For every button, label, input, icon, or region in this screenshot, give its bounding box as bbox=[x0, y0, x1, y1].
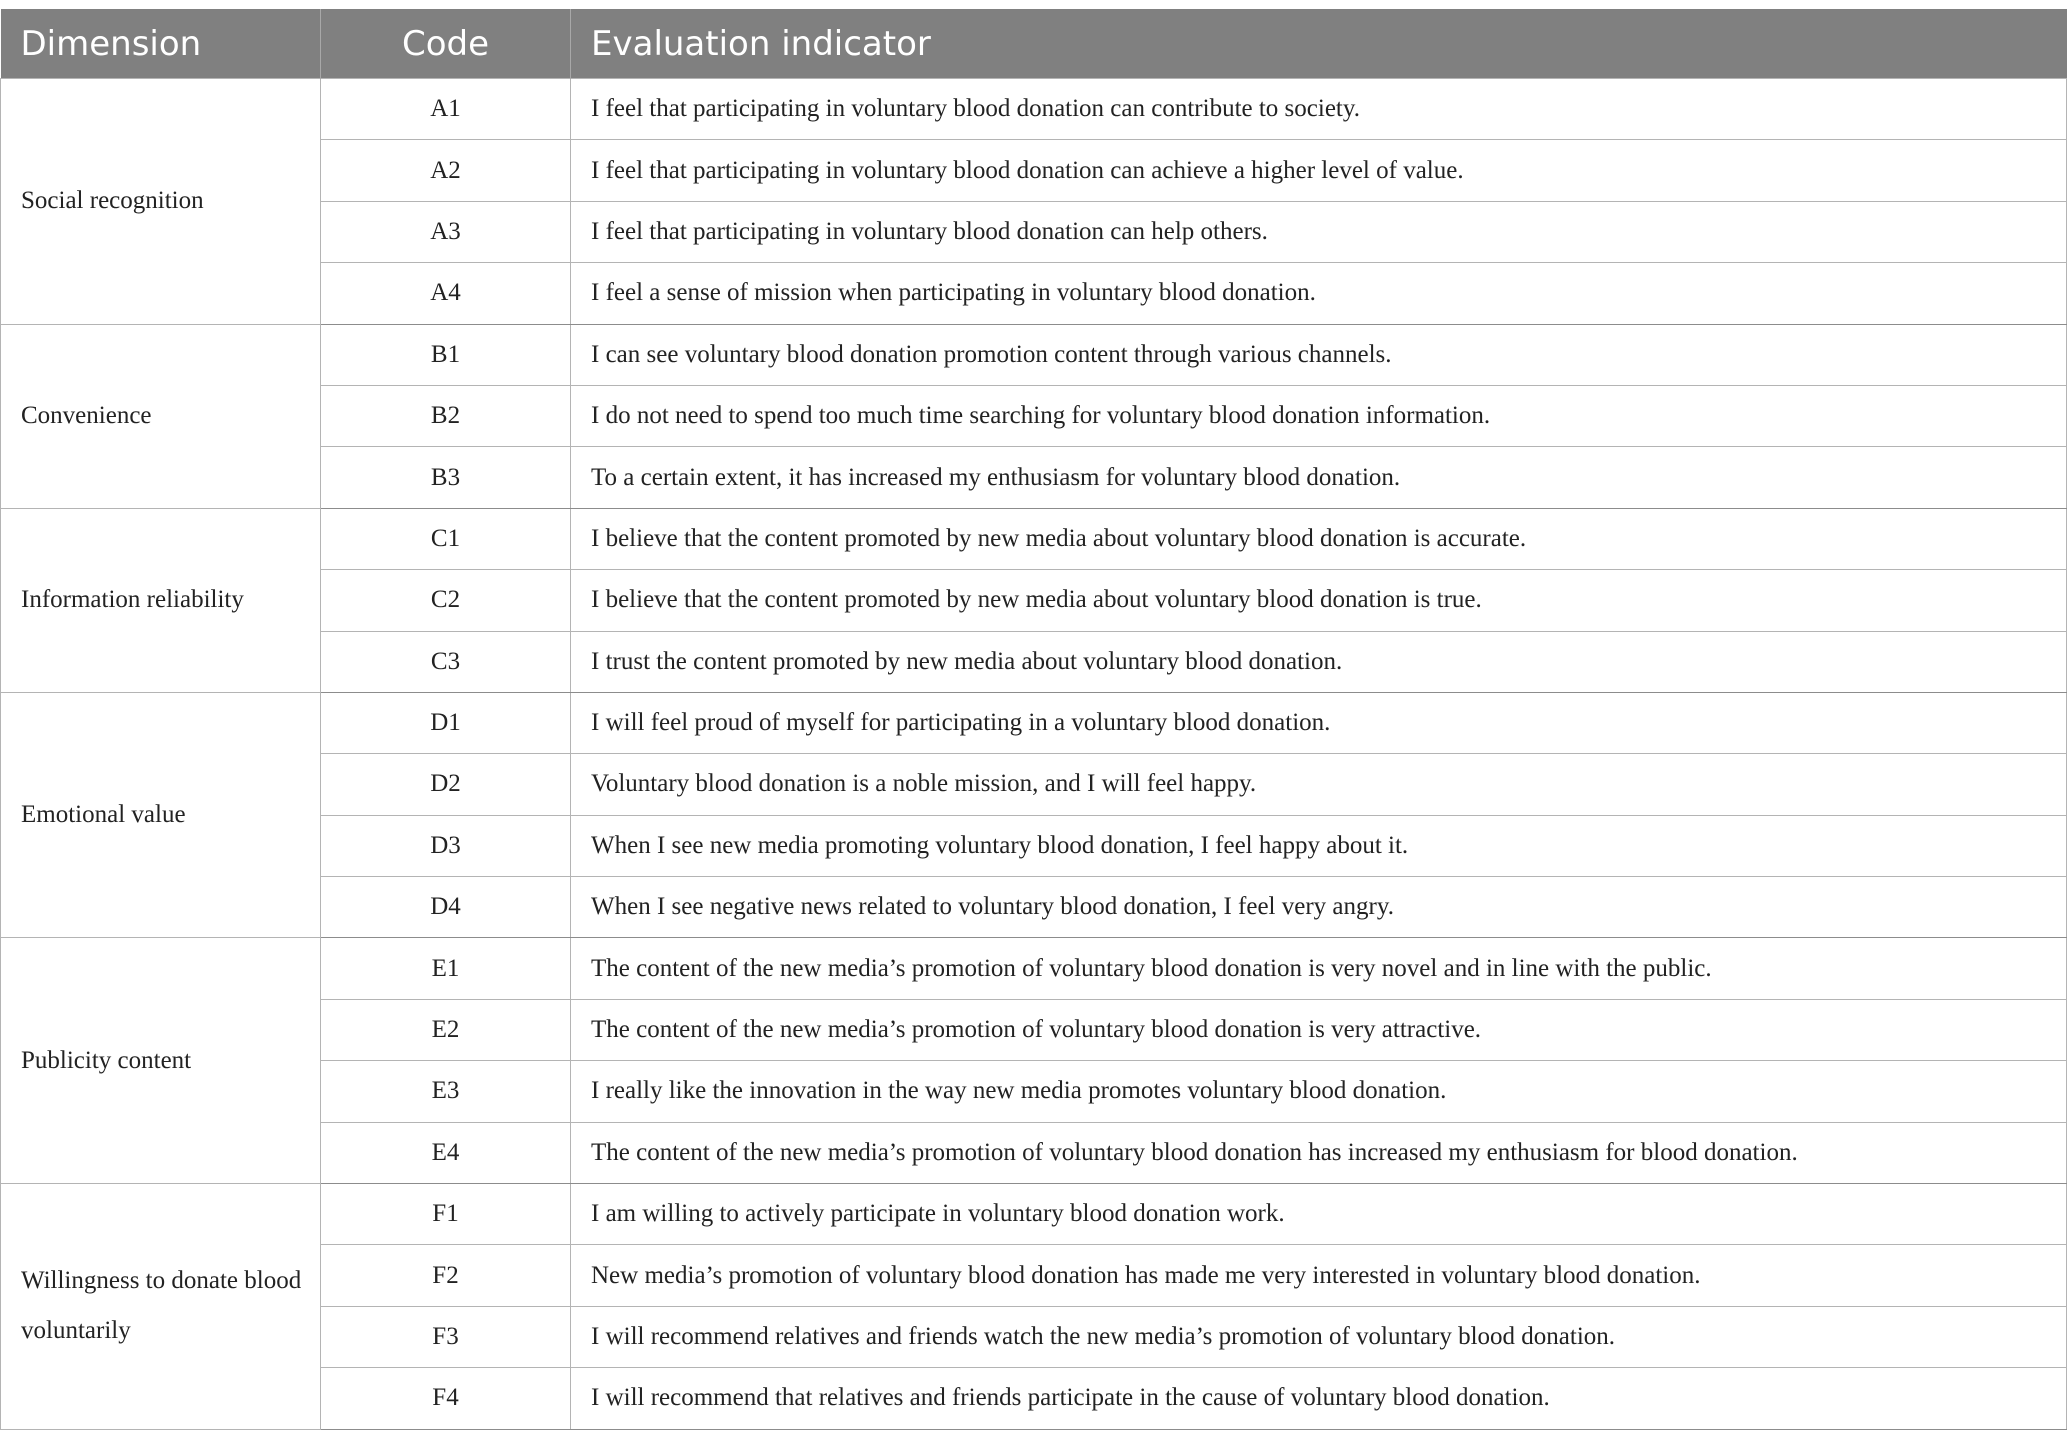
indicator-cell: I believe that the content promoted by new media about voluntary blood donation is true. bbox=[571, 570, 2067, 631]
indicator-cell: Voluntary blood donation is a noble mission, and I will feel happy. bbox=[571, 754, 2067, 815]
indicator-cell: I really like the innovation in the way new media promotes voluntary blood donation. bbox=[571, 1061, 2067, 1122]
code-cell: A2 bbox=[321, 140, 571, 201]
indicator-cell: When I see negative news related to voluntary blood donation, I feel very angry. bbox=[571, 877, 2067, 938]
dimension-cell: Social recognition bbox=[1, 79, 321, 325]
code-cell: D2 bbox=[321, 754, 571, 815]
code-cell: C2 bbox=[321, 570, 571, 631]
evaluation-indicator-table bbox=[0, 9, 2067, 1430]
table-row bbox=[1, 692, 2067, 753]
header-code: Code bbox=[321, 9, 571, 79]
table-row bbox=[1, 324, 2067, 385]
indicator-cell: I will feel proud of myself for participating in a voluntary blood donation. bbox=[571, 692, 2067, 753]
code-cell: A4 bbox=[321, 263, 571, 324]
code-cell: C1 bbox=[321, 508, 571, 569]
dimension-cell: Convenience bbox=[1, 324, 321, 508]
table-row bbox=[1, 938, 2067, 999]
indicator-cell: I will recommend that relatives and friends participate in the cause of voluntary blood donation. bbox=[571, 1368, 2067, 1429]
indicator-cell: I will recommend relatives and friends watch the new media’s promotion of voluntary blood donation. bbox=[571, 1306, 2067, 1367]
code-cell: B1 bbox=[321, 324, 571, 385]
code-cell: D4 bbox=[321, 877, 571, 938]
header-row bbox=[1, 9, 2067, 79]
indicator-cell: I feel that participating in voluntary blood donation can contribute to society. bbox=[571, 79, 2067, 140]
indicator-cell: I feel that participating in voluntary blood donation can achieve a higher level of value. bbox=[571, 140, 2067, 201]
indicator-cell: I feel that participating in voluntary blood donation can help others. bbox=[571, 201, 2067, 262]
indicator-cell: I am willing to actively participate in voluntary blood donation work. bbox=[571, 1184, 2067, 1245]
code-cell: D3 bbox=[321, 815, 571, 876]
header-dimension: Dimension bbox=[1, 9, 321, 79]
table-body bbox=[1, 79, 2067, 1430]
header-evaluation-indicator: Evaluation indicator bbox=[571, 9, 2067, 79]
code-cell: B3 bbox=[321, 447, 571, 508]
table-header bbox=[1, 9, 2067, 79]
indicator-cell: I trust the content promoted by new media about voluntary blood donation. bbox=[571, 631, 2067, 692]
dimension-cell: Information reliability bbox=[1, 508, 321, 692]
indicator-cell: I do not need to spend too much time searching for voluntary blood donation information. bbox=[571, 385, 2067, 446]
indicator-cell: New media’s promotion of voluntary blood donation has made me very interested in voluntary blood donation. bbox=[571, 1245, 2067, 1306]
code-cell: E3 bbox=[321, 1061, 571, 1122]
code-cell: E2 bbox=[321, 999, 571, 1060]
code-cell: A1 bbox=[321, 79, 571, 140]
code-cell: F4 bbox=[321, 1368, 571, 1429]
dimension-cell: Willingness to donate blood voluntarily bbox=[1, 1184, 321, 1430]
code-cell: E1 bbox=[321, 938, 571, 999]
indicator-cell: When I see new media promoting voluntary blood donation, I feel happy about it. bbox=[571, 815, 2067, 876]
code-cell: A3 bbox=[321, 201, 571, 262]
code-cell: F1 bbox=[321, 1184, 571, 1245]
dimension-cell: Emotional value bbox=[1, 692, 321, 938]
table-row bbox=[1, 1184, 2067, 1245]
indicator-cell: The content of the new media’s promotion of voluntary blood donation is very attractive. bbox=[571, 999, 2067, 1060]
code-cell: F2 bbox=[321, 1245, 571, 1306]
evaluation-indicator-table-container bbox=[0, 9, 2066, 1430]
indicator-cell: The content of the new media’s promotion of voluntary blood donation has increased my enthusiasm for blood donation. bbox=[571, 1122, 2067, 1183]
indicator-cell: I believe that the content promoted by new media about voluntary blood donation is accurate. bbox=[571, 508, 2067, 569]
code-cell: F3 bbox=[321, 1306, 571, 1367]
dimension-cell: Publicity content bbox=[1, 938, 321, 1184]
indicator-cell: I can see voluntary blood donation promotion content through various channels. bbox=[571, 324, 2067, 385]
indicator-cell: I feel a sense of mission when participating in voluntary blood donation. bbox=[571, 263, 2067, 324]
table-row bbox=[1, 508, 2067, 569]
code-cell: D1 bbox=[321, 692, 571, 753]
code-cell: E4 bbox=[321, 1122, 571, 1183]
indicator-cell: To a certain extent, it has increased my enthusiasm for voluntary blood donation. bbox=[571, 447, 2067, 508]
code-cell: C3 bbox=[321, 631, 571, 692]
code-cell: B2 bbox=[321, 385, 571, 446]
table-row bbox=[1, 79, 2067, 140]
indicator-cell: The content of the new media’s promotion of voluntary blood donation is very novel and in line with the public. bbox=[571, 938, 2067, 999]
